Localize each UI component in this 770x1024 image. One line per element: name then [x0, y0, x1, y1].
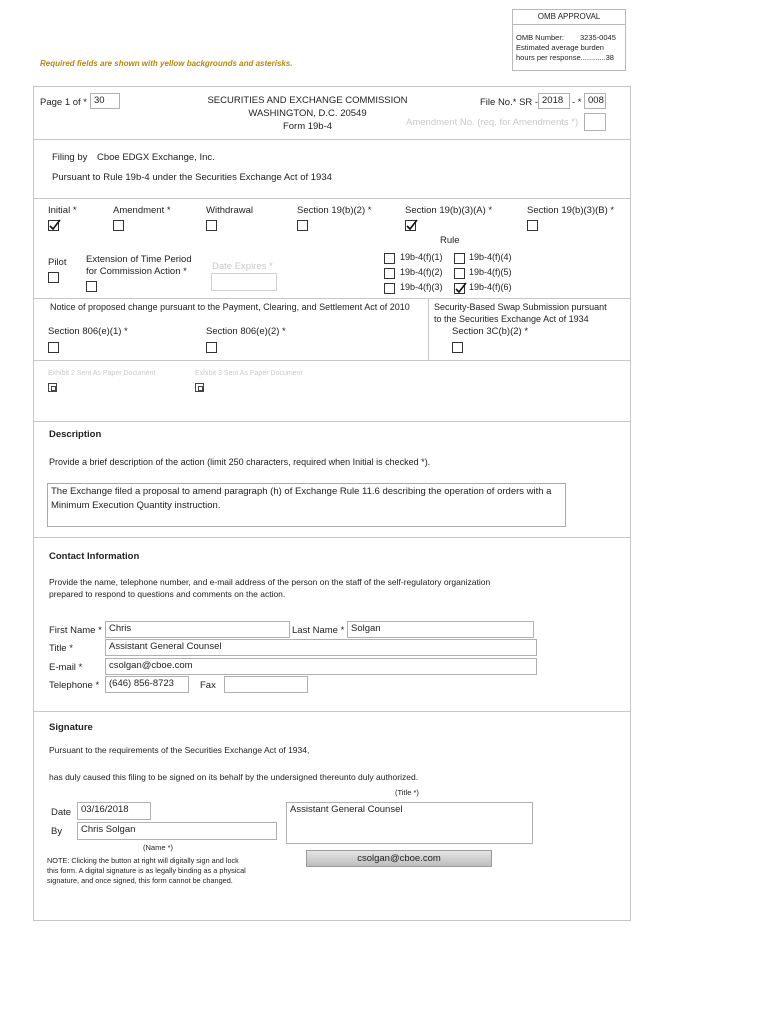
page-total-field[interactable]: 30 — [90, 93, 120, 109]
description-line1: The Exchange filed a proposal to amend paragraph (h) of Exchange Rule 11.6 describing the operation of orders with a — [51, 486, 552, 497]
section-19b2-checkbox[interactable] — [297, 220, 308, 231]
contact-instruction-line1: Provide the name, telephone number, and e-mail address of the person on the staff of the self-regulatory organization — [49, 577, 491, 587]
amendment-label: Amendment * — [113, 205, 171, 216]
section-3cb2-checkbox[interactable] — [452, 342, 463, 353]
checkmark-icon — [454, 281, 468, 295]
omb-title: OMB APPROVAL — [537, 12, 601, 21]
extension-label-line2: for Commission Action * — [86, 266, 187, 277]
title-caption: (Title *) — [395, 788, 419, 797]
description-line2: Minimum Execution Quantity instruction. — [51, 500, 221, 511]
form-number: Form 19b-4 — [282, 121, 333, 132]
omb-burden-line2: hours per response............38 — [516, 53, 614, 62]
extension-label-line1: Extension of Time Period — [86, 254, 192, 265]
signature-note-line1: NOTE: Clicking the button at right will digitally sign and lock — [47, 856, 239, 865]
title-label: Title * — [49, 643, 73, 654]
first-name-field[interactable]: Chris — [105, 621, 290, 638]
omb-number-value: 3235-0045 — [580, 33, 616, 42]
withdrawal-label: Withdrawal — [206, 205, 253, 216]
exhibit3-label: Exhibit 3 Sent As Paper Document — [195, 370, 303, 377]
digital-sign-button[interactable]: csolgan@cboe.com — [306, 850, 492, 867]
file-dash: - * — [572, 97, 582, 108]
rule-19b4f5-label: 19b-4(f)(5) — [469, 267, 512, 277]
rule-19b4f3-checkbox[interactable] — [384, 283, 395, 294]
rule-19b4f5-checkbox[interactable] — [454, 268, 465, 279]
contact-instruction-line2: prepared to respond to questions and comments on the action. — [49, 589, 286, 599]
signature-note-line2: this form. A digital signature is as legally binding as a physical — [47, 866, 246, 875]
section-19b3b-checkbox[interactable] — [527, 220, 538, 231]
initial-label: Initial * — [48, 205, 77, 216]
amendment-checkbox[interactable] — [113, 220, 124, 231]
omb-number-label: OMB Number: — [516, 33, 564, 42]
email-field[interactable]: csolgan@cboe.com — [105, 658, 537, 675]
signature-date-field[interactable]: 03/16/2018 — [77, 802, 151, 820]
last-name-label: Last Name * — [292, 625, 345, 636]
pilot-label: Pilot — [48, 257, 67, 268]
amendment-no-field[interactable] — [584, 113, 606, 131]
filing-by-value: Cboe EDGX Exchange, Inc. — [97, 152, 215, 163]
signature-date-label: Date — [51, 807, 72, 818]
signature-caused-text: has duly caused this filing to be signed on its behalf by the undersigned thereunto duly authorized. — [49, 772, 419, 782]
section-19b3b-label: Section 19(b)(3)(B) * — [527, 205, 615, 216]
contact-heading: Contact Information — [49, 551, 140, 562]
extension-checkbox[interactable] — [86, 281, 97, 292]
section-19b3a-checkbox[interactable] — [405, 220, 416, 231]
telephone-label: Telephone * — [49, 680, 100, 691]
section-806e1-checkbox[interactable] — [48, 342, 59, 353]
rule-label: Rule — [440, 235, 460, 246]
omb-burden-line1: Estimated average burden — [516, 43, 604, 52]
rule-19b4f6-label: 19b-4(f)(6) — [469, 282, 512, 292]
swap-submission-line1: Security-Based Swap Submission pursuant — [434, 302, 607, 312]
signature-note-line3: signature, and once signed, this form cannot be changed. — [47, 876, 233, 885]
file-no-label: File No.* SR - — [480, 97, 539, 108]
amendment-no-label: Amendment No. (req. for Amendments *) — [406, 117, 579, 128]
rule-19b4f1-checkbox[interactable] — [384, 253, 395, 264]
section-19b2-label: Section 19(b)(2) * — [297, 205, 372, 216]
last-name-field[interactable]: Solgan — [347, 621, 534, 638]
date-expires-label: Date Expires * — [212, 261, 273, 272]
pilot-checkbox[interactable] — [48, 272, 59, 283]
rule-19b4f1-label: 19b-4(f)(1) — [400, 252, 443, 262]
section-3cb2-label: Section 3C(b)(2) * — [452, 326, 529, 337]
file-year-field[interactable]: 2018 — [538, 93, 570, 109]
email-label: E-mail * — [49, 662, 83, 673]
agency-city: WASHINGTON, D.C. 20549 — [248, 108, 367, 119]
pursuant-rule-text: Pursuant to Rule 19b-4 under the Securities Exchange Act of 1934 — [52, 172, 332, 183]
file-number-field[interactable]: 008 — [584, 93, 606, 109]
rule-19b4f4-checkbox[interactable] — [454, 253, 465, 264]
rule-19b4f2-label: 19b-4(f)(2) — [400, 267, 443, 277]
rule-19b4f6-checkbox[interactable] — [454, 283, 465, 294]
description-field[interactable] — [47, 483, 566, 527]
filing-by-label: Filing by — [52, 152, 88, 163]
initial-checkbox[interactable] — [48, 220, 59, 231]
signature-heading: Signature — [49, 722, 93, 733]
exhibit2-label: Exhibit 2 Sent As Paper Document — [48, 370, 156, 377]
rule-19b4f3-label: 19b-4(f)(3) — [400, 282, 443, 292]
page-count-label: Page 1 of * — [40, 97, 88, 108]
required-fields-note: Required fields are shown with yellow backgrounds and asterisks. — [40, 59, 293, 68]
date-expires-field[interactable] — [211, 273, 277, 291]
signature-by-label: By — [51, 826, 63, 837]
section-806e2-checkbox[interactable] — [206, 342, 217, 353]
signature-title-field[interactable]: Assistant General Counsel — [286, 802, 533, 844]
fax-label: Fax — [200, 680, 216, 691]
name-caption: (Name *) — [143, 843, 174, 852]
withdrawal-checkbox[interactable] — [206, 220, 217, 231]
section-806e1-label: Section 806(e)(1) * — [48, 326, 128, 337]
description-instruction: Provide a brief description of the action (limit 250 characters, required when Initial is checked *). — [49, 457, 431, 467]
checkmark-icon — [405, 218, 419, 232]
exhibit2-paper-icon[interactable] — [48, 383, 57, 392]
agency-name: SECURITIES AND EXCHANGE COMMISSION — [207, 95, 408, 106]
section-19b3a-label: Section 19(b)(3)(A) * — [405, 205, 493, 216]
signature-name-field[interactable]: Chris Solgan — [77, 822, 277, 840]
checkmark-icon — [48, 218, 62, 232]
swap-submission-line2: to the Securities Exchange Act of 1934 — [434, 314, 589, 324]
title-field[interactable]: Assistant General Counsel — [105, 639, 537, 656]
exhibit3-paper-icon[interactable] — [195, 383, 204, 392]
rule-19b4f4-label: 19b-4(f)(4) — [469, 252, 512, 262]
fax-field[interactable] — [224, 676, 308, 693]
rule-19b4f2-checkbox[interactable] — [384, 268, 395, 279]
pcsa-notice-text: Notice of proposed change pursuant to the Payment, Clearing, and Settlement Act of 2010 — [50, 302, 410, 312]
description-heading: Description — [49, 429, 102, 440]
section-806e2-label: Section 806(e)(2) * — [206, 326, 286, 337]
first-name-label: First Name * — [49, 625, 102, 636]
telephone-field[interactable]: (646) 856-8723 — [105, 676, 189, 693]
signature-pursuant-text: Pursuant to the requirements of the Securities Exchange Act of 1934, — [49, 745, 310, 755]
